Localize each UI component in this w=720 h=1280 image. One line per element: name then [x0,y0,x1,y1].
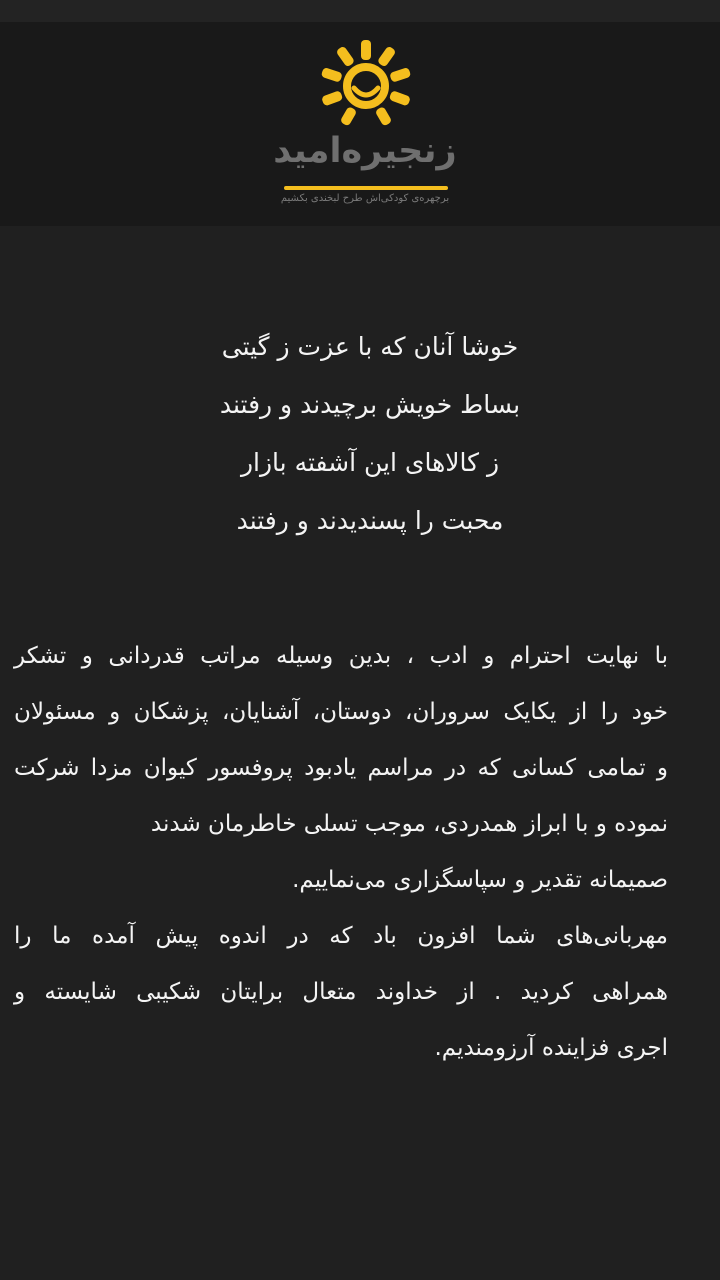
message-line: اجری فزاینده آرزومندیم. [434,1035,668,1061]
message-line: همراهی کردید . از خداوند متعال برایتان شکیبی شایسته و [14,979,668,1005]
sun-icon [314,40,418,132]
message-line: صمیمانه تقدیر و سپاسگزاری می‌نماییم. [292,867,668,893]
poem-line: ز کالاهای این آشفته بازار [240,448,500,477]
logo-underline [284,186,448,190]
message-line: و تمامی کسانی که در مراسم یادبود پروفسور کیوان مزدا شرکت [14,755,668,781]
gratitude-message [14,628,668,1076]
zanjire-omid-logo [270,40,460,215]
message-line: نموده و با ابراز همدردی، موجب تسلی خاطرمان شدند [150,811,668,837]
poem-line: محبت را پسندیدند و رفتند [236,506,504,535]
message-line: خود را از یکایک سروران، دوستان، آشنایان، پزشکان و مسئولان [14,699,668,725]
poem-line: خوشا آنان که با عزت ز گیتی [221,332,519,361]
message-line: با نهایت احترام و ادب ، بدین وسیله مراتب قدردانی و تشکر [14,643,668,669]
poem-block [0,318,720,550]
logo-title: زنجیره‌امید [273,131,457,171]
message-line: مهربانی‌های شما افزون باد که در اندوه پیش آمده ما را [14,923,668,949]
poem-line: بساط خویش برچیدند و رفتند [219,390,521,419]
status-bar-strip [0,0,720,22]
logo-tagline: برچهره‌ی کودکی‌اش طرح لبخندی بکشیم [280,193,450,204]
